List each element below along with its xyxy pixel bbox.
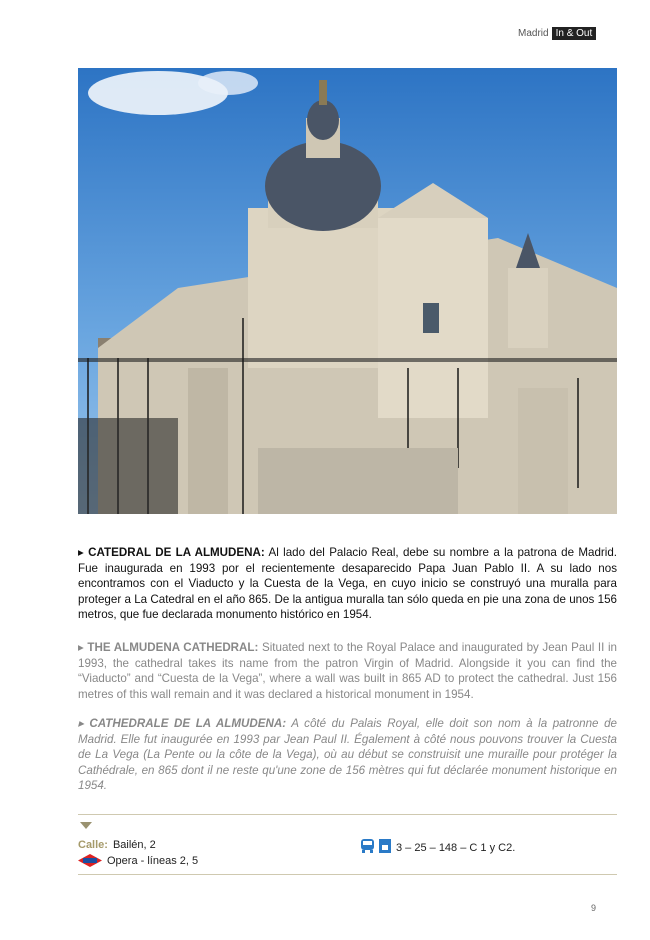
paragraph-text: Al lado del Palacio Real, debe su nombre a la patrona de Madrid. Fue inaugurada en 1993 por el recientemente desaparecido Papa Juan Pablo II. A su lado nos encontramos con el Viaducto y la Cuesta de la Vega, en cuyo inicio se construyó una muralla para proteger a La Catedral en el año 865. De la antigua muralla tan sólo queda en pie una zona de unos 156 metros, que fue declarada monumento histórico en 1954. xyxy=(78,546,618,622)
street-label: Calle: xyxy=(78,839,108,851)
paragraph-text: A côté du Palais Royal, elle doit son nom à la patronne de Madrid. Elle fut inaugurée en 1993 par Jean Paul II. Également à côté nous pouvons trouver la Cuesta de La Vega (La Pente ou la côte de la Vega), où au début se construisit une muraille pour protéger la Cathédrale, en 865 dont il ne reste qu'une zone de 156 mètres qui fut déclarée monument historique en 1954. xyxy=(78,717,617,793)
metro-value: Opera - líneas 2, 5 xyxy=(107,854,199,867)
paragraph-english: ▸ THE ALMUDENA CATHEDRAL: Situated next to the Royal Palace and inaugurated by Jean Paul II in 1993, the cathedral takes its name from the patron Virgin of Madrid. Alongside it you can find the “Viaducto” and “Cuesta de la Vega”, where a wall was built in 865 AD to protect the cathedral. Just 156 metres of this wall remain and it was declared a historical monument in 1954. xyxy=(78,641,617,701)
divider xyxy=(78,814,617,815)
paragraph-text: Situated next to the Royal Palace and inaugurated by Jean Paul II in 1993, the cathedral takes its name from the patron Virgin of Madrid. Alongside it you can find the “Viaducto” and “Cuesta de la Vega”, where a wall was built in 865 AD to protect the cathedral. Just 156 metres of this wall remain and it was declared a historical monument in 1954. xyxy=(78,641,617,701)
paragraph-title: CATHEDRALE DE LA ALMUDENA: xyxy=(89,717,287,730)
page-number: 9 xyxy=(591,903,597,913)
bus-icon xyxy=(361,839,374,856)
paragraph-title: THE ALMUDENA CATHEDRAL: xyxy=(87,641,259,654)
triangle-down-icon xyxy=(80,822,92,829)
cathedral-photo xyxy=(78,68,617,514)
paragraph-french: ▸ CATHEDRALE DE LA ALMUDENA: A côté du Palais Royal, elle doit son nom à la patronne de Madrid. Elle fut inaugurée en 1993 par Jean Paul II. Également à côté nous pouvons trouver la Cuesta de La Vega (La Pente ou la côte de la Vega), où au début se construisit une muraille pour protéger la Cathédrale, en 865 dont il ne reste qu'une zone de 156 mètres qui fut déclarée monument historique en 1954. xyxy=(78,717,617,793)
divider xyxy=(78,874,617,875)
street-info xyxy=(78,839,156,851)
paragraph-title: CATEDRAL DE LA ALMUDENA: xyxy=(88,546,265,559)
street-value: Bailén, 2 xyxy=(112,839,156,851)
bus-lines: 3 – 25 – 148 – C 1 y C2. xyxy=(396,841,516,854)
metro-icon xyxy=(78,854,102,867)
brand: Madrid xyxy=(518,28,549,39)
brand-tag: In & Out xyxy=(552,27,597,40)
bus-info xyxy=(361,839,515,856)
metro-info xyxy=(78,854,198,867)
header xyxy=(518,27,596,40)
paragraph-spanish: ▸ CATEDRAL DE LA ALMUDENA: Al lado del Palacio Real, debe su nombre a la patrona de Madrid. Fue inaugurada en 1993 por el recientemente desaparecido Papa Juan Pablo II. A su lado nos encontramos con el Viaducto y la Cuesta de la Vega, en cuyo inicio se construyó una muralla para proteger a La Catedral en el año 865. De la antigua muralla tan sólo queda en pie una zona de unos 156 metros, que fue declarada monumento histórico en 1954. xyxy=(78,546,618,622)
emt-logo-icon xyxy=(379,839,391,856)
